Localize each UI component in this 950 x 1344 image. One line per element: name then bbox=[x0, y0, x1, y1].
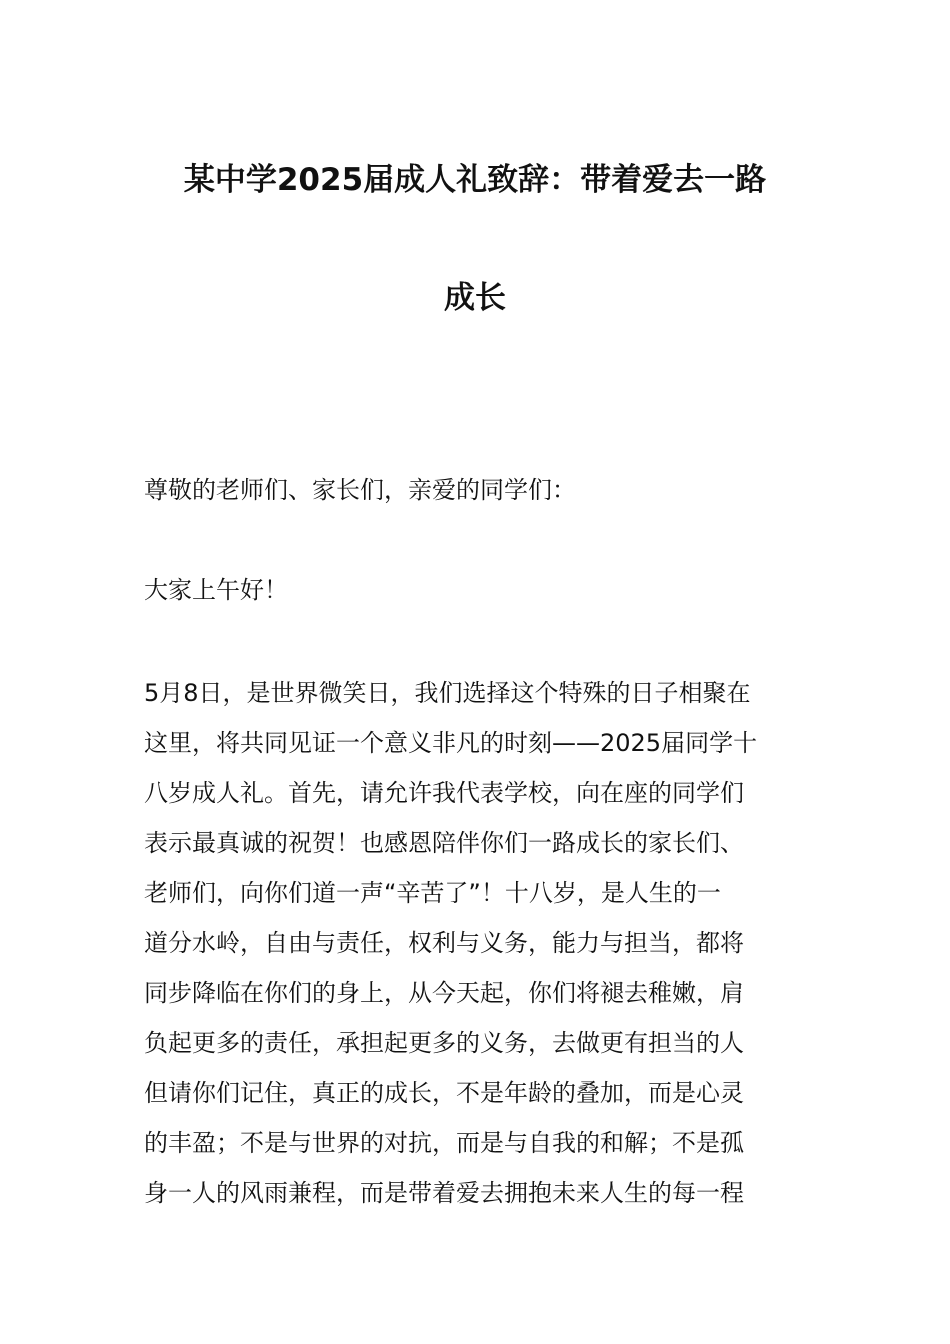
title-line-2: 成长 bbox=[444, 280, 506, 316]
paragraph-line: 负起更多的责任，承担起更多的义务，去做更有担当的人 bbox=[144, 1029, 744, 1057]
paragraph-line: 这里，将共同见证一个意义非凡的时刻——2025届同学十 bbox=[144, 729, 758, 757]
paragraph bbox=[144, 668, 810, 1218]
document-body bbox=[144, 470, 810, 1218]
title-line-1: 某中学2025届成人礼致辞：带着爱去一路 bbox=[183, 162, 767, 198]
paragraph-line: 5月8日，是世界微笑日，我们选择这个特殊的日子相聚在 bbox=[144, 679, 751, 707]
paragraph-line: 同步降临在你们的身上，从今天起，你们将褪去稚嫩，肩 bbox=[144, 979, 744, 1007]
salutation: 尊敬的老师们、家长们，亲爱的同学们： bbox=[144, 476, 576, 504]
paragraph-line: 的丰盈；不是与世界的对抗，而是与自我的和解；不是孤 bbox=[144, 1129, 744, 1157]
greeting: 大家上午好！ bbox=[144, 576, 288, 604]
paragraph-line: 表示最真诚的祝贺！也感恩陪伴你们一路成长的家长们、 bbox=[144, 829, 744, 857]
paragraph-line: 但请你们记住，真正的成长，不是年龄的叠加，而是心灵 bbox=[144, 1079, 744, 1107]
paragraph-line: 身一人的风雨兼程，而是带着爱去拥抱未来人生的每一程 bbox=[144, 1179, 744, 1207]
paragraph-line: 道分水岭，自由与责任，权利与义务，能力与担当，都将 bbox=[144, 929, 744, 957]
paragraph-line: 老师们，向你们道一声“辛苦了”！十八岁，是人生的一 bbox=[144, 879, 721, 907]
document-title bbox=[140, 150, 810, 328]
paragraph-line: 八岁成人礼。首先，请允许我代表学校，向在座的同学们 bbox=[144, 779, 744, 807]
